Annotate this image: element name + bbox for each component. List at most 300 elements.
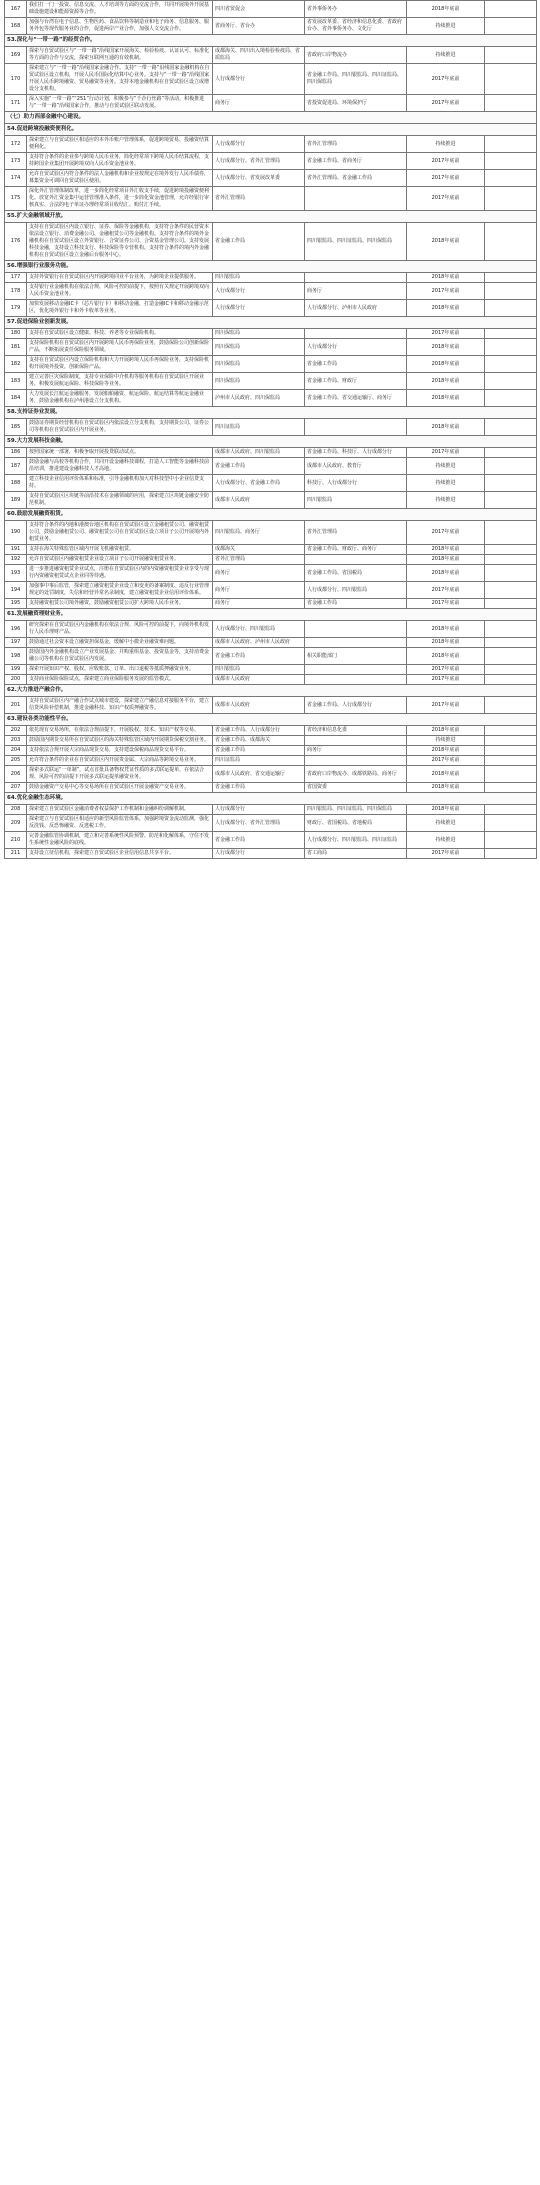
measures-table-body	[5, 1, 537, 859]
cooperating-unit-cell: 商务厅	[305, 746, 407, 756]
lead-unit-cell: 省金融工作局	[213, 783, 305, 793]
cooperating-unit-cell: 省政府口岸物流办、成都铁路局、商务厅	[305, 766, 407, 783]
lead-unit-cell: 省商务厅、省台办	[213, 18, 305, 35]
row-number-cell: 183	[5, 373, 27, 390]
row-number-cell: 189	[5, 492, 27, 509]
measure-text-cell: 支持设立征信机构，探索建立自贸试验区企业信用信息共享平台。	[27, 849, 213, 859]
measure-text-cell: 探索建立自贸试验区金融消费者权益保护工作机制和金融纠纷调解机制。	[27, 805, 213, 815]
lead-unit-cell: 省金融工作局	[213, 223, 305, 261]
measure-text-cell: 深入实施“一带一路”“251”行动计划，积极参与“千企行丝路”等活动，积极推进与“一带一路”沿线国家合作，推动与自贸试验区联动发展。	[27, 95, 213, 112]
cooperating-unit-cell	[305, 273, 407, 283]
table-row	[5, 746, 537, 756]
cooperating-unit-cell: 四川银监局、四川证监局、四川保监局	[305, 805, 407, 815]
measure-text-cell: 允许自贸试验区内融资租赁企业设立项目子公司开展融资租赁业务。	[27, 555, 213, 565]
lead-unit-cell: 成都市人民政府	[213, 492, 305, 509]
row-number-cell: 174	[5, 170, 27, 187]
row-number-cell: 169	[5, 47, 27, 64]
section-header-row	[5, 436, 537, 448]
section-title: 54.促进跨境投融资便利化。	[5, 124, 537, 136]
row-number-cell: 182	[5, 356, 27, 373]
row-number-cell: 178	[5, 283, 27, 300]
table-row	[5, 136, 537, 153]
measure-text-cell: 支持在自贸试验区设立健康、科技、养老等专业保险机构。	[27, 329, 213, 339]
row-number-cell: 202	[5, 726, 27, 736]
measure-text-cell: 大力发展长江航运金融服务，发展船舶融资、航运保险、航运结算等航运金融业务，鼓励金融机构在泸州港设立分支机构。	[27, 390, 213, 407]
table-row	[5, 356, 537, 373]
deadline-cell: 2017年底前	[407, 153, 485, 170]
deadline-cell: 2018年底前	[407, 726, 485, 736]
lead-unit-cell: 四川保监局	[213, 329, 305, 339]
remark-cell	[485, 832, 537, 849]
deadline-cell: 2018年底前	[407, 373, 485, 390]
remark-cell	[485, 815, 537, 832]
cooperating-unit-cell: 省政府口岸物流办	[305, 47, 407, 64]
lead-unit-cell: 四川保监局	[213, 339, 305, 356]
row-number-cell: 170	[5, 64, 27, 95]
remark-cell	[485, 697, 537, 714]
row-number-cell: 184	[5, 390, 27, 407]
section-header-row	[5, 685, 537, 697]
table-row	[5, 223, 537, 261]
table-row	[5, 832, 537, 849]
remark-cell	[485, 390, 537, 407]
cooperating-unit-cell: 四川银监局	[305, 492, 407, 509]
remark-cell	[485, 756, 537, 766]
table-row	[5, 599, 537, 609]
cooperating-unit-cell: 省金融工作局、人行成都分行	[305, 697, 407, 714]
row-number-cell: 173	[5, 153, 27, 170]
row-number-cell: 180	[5, 329, 27, 339]
row-number-cell: 172	[5, 136, 27, 153]
remark-cell	[485, 170, 537, 187]
measure-text-cell: 支持银行业金融机构在依法合规、风险可控的前提下，按照有关规定开展跨境双向人民币资金池业务。	[27, 283, 213, 300]
measure-text-cell: 鼓励金融与高校等机构合作，共同开设金融科技课程，打造人工智能等金融科技前沿培训，推进建设金融科技人才高地。	[27, 458, 213, 475]
section-header-row	[5, 317, 537, 329]
lead-unit-cell: 四川证监局	[213, 756, 305, 766]
cooperating-unit-cell: 人行成都分行	[305, 339, 407, 356]
row-number-cell: 201	[5, 697, 27, 714]
cooperating-unit-cell: 财政厅、省国税局、省地税局	[305, 815, 407, 832]
section-title: 62.大力推进产融合作。	[5, 685, 537, 697]
deadline-cell: 2018年底前	[407, 390, 485, 407]
deadline-cell: 2017年底前	[407, 756, 485, 766]
cooperating-unit-cell: 省金融工作局、省国税局	[305, 565, 407, 582]
cooperating-unit-cell: 省金融工作局、四川银监局、四川证监局、四川保监局	[305, 64, 407, 95]
lead-unit-cell: 成都市人民政府、四川银监局	[213, 448, 305, 458]
lead-unit-cell: 省金融工作局	[213, 832, 305, 849]
lead-unit-cell: 人行成都分行	[213, 849, 305, 859]
row-number-cell: 195	[5, 599, 27, 609]
cooperating-unit-cell: 科技厅、人行成都分行	[305, 475, 407, 492]
measure-text-cell: 加快发展移动金融IC卡（芯片银行卡）和移动金融，打造金融IC卡和移动金融示范区，优化境外银行卡和外卡收单等业务。	[27, 300, 213, 317]
remark-cell	[485, 223, 537, 261]
remark-cell	[485, 153, 537, 170]
table-row	[5, 849, 537, 859]
remark-cell	[485, 805, 537, 815]
lead-unit-cell: 省金融工作局	[213, 746, 305, 756]
deadline-cell: 2017年底前	[407, 95, 485, 112]
deadline-cell: 2018年底前	[407, 1, 485, 18]
measure-text-cell: 探索建立与自贸试验区相适应的新型风险监管体系，加强跨境资金流动监测，强化反洗钱、反恐怖融资、反逃税工作。	[27, 815, 213, 832]
measure-text-cell: 按照国家统一部署，积极争取开展投贷联动试点。	[27, 448, 213, 458]
row-number-cell: 177	[5, 273, 27, 283]
remark-cell	[485, 783, 537, 793]
table-row	[5, 419, 537, 436]
remark-cell	[485, 599, 537, 609]
cooperating-unit-cell: 人行成都分行、四川银监局	[305, 582, 407, 599]
deadline-cell: 2018年底前	[407, 555, 485, 565]
deadline-cell: 2017年底前	[407, 599, 485, 609]
row-number-cell: 208	[5, 805, 27, 815]
deadline-cell: 持续推进	[407, 492, 485, 509]
deadline-cell: 持续推进	[407, 458, 485, 475]
deadline-cell: 持续推进	[407, 47, 485, 64]
remark-cell	[485, 373, 537, 390]
remark-cell	[485, 47, 537, 64]
measure-text-cell: 允许符合条件的企业在自贸试验区内开展贵金属、大宗商品等跨境交易业务。	[27, 756, 213, 766]
row-number-cell: 175	[5, 187, 27, 211]
table-row	[5, 170, 537, 187]
section-header-row	[5, 124, 537, 136]
lead-unit-cell: 人行成都分行、省金融工作局	[213, 475, 305, 492]
deadline-cell: 2018年底前	[407, 805, 485, 815]
measure-text-cell: 深化外汇管理体制改革，进一步简化经常项目外汇收支手续，促进跨境投融资便利化。放宽外汇资金集中运营管理准入条件，进一步简化资金池管理，允许经银行审核真实、合法的电子单证办理经常项目收结汇、购付汇手续。	[27, 187, 213, 211]
row-number-cell: 196	[5, 621, 27, 638]
deadline-cell: 持续推进	[407, 18, 485, 35]
measure-text-cell: 鼓励证券期货经营机构在自贸试验区内依法设立分支机构，支持期货公司、证券公司等机构在自贸试验区内开展业务。	[27, 419, 213, 436]
row-number-cell: 205	[5, 756, 27, 766]
cooperating-unit-cell: 成都市人民政府、教育厅	[305, 458, 407, 475]
measure-text-cell: 我们打一门一投资、信息交流、人才培训等方面的交流合作，共同开展境外开展基础设施建设和能源资源等合作。	[27, 1, 213, 18]
table-row	[5, 783, 537, 793]
remark-cell	[485, 582, 537, 599]
table-row	[5, 756, 537, 766]
section-title: 63.建设各类功能性平台。	[5, 714, 537, 726]
cooperating-unit-cell: 人行成都分行、四川银监局、四川证监局	[305, 832, 407, 849]
remark-cell	[485, 849, 537, 859]
lead-unit-cell: 成都海关	[213, 545, 305, 555]
table-row	[5, 492, 537, 509]
row-number-cell: 211	[5, 849, 27, 859]
section-title: 58.支持证券业发展。	[5, 407, 537, 419]
row-number-cell: 191	[5, 545, 27, 555]
table-row	[5, 64, 537, 95]
table-row	[5, 283, 537, 300]
measure-text-cell: 依托现有交易场所，在依法合规前提下，开展股权、技术、知识产权等交易。	[27, 726, 213, 736]
remark-cell	[485, 736, 537, 746]
cooperating-unit-cell: 省外汇管理局	[305, 521, 407, 545]
deadline-cell: 持续推进	[407, 475, 485, 492]
deadline-cell: 2018年底前	[407, 545, 485, 555]
deadline-cell: 2018年底前	[407, 223, 485, 261]
remark-cell	[485, 545, 537, 555]
measure-text-cell: 支持保险机构在自贸试验区内开展跨境人民币再保险业务，鼓励保险公司创新保险产品，不断拓展责任保险服务领域。	[27, 339, 213, 356]
deadline-cell: 2018年底前	[407, 565, 485, 582]
row-number-cell: 181	[5, 339, 27, 356]
lead-unit-cell: 四川证监局	[213, 419, 305, 436]
remark-cell	[485, 64, 537, 95]
deadline-cell: 2018年底前	[407, 300, 485, 317]
measure-text-cell: 鼓励国内外金融机构设立产业发展基金、并购重组基金、投资基金等，支持消费金融公司等机构在自贸试验区内发展。	[27, 648, 213, 665]
row-number-cell: 171	[5, 95, 27, 112]
remark-cell	[485, 675, 537, 685]
remark-cell	[485, 555, 537, 565]
measure-text-cell: 加强事中事后监管，探索建立融资租赁企业设立和变更的备案制度、违反行业管理规定的处罚制度，失信和经营异常名录制度，建立融资租赁企业信用评价体系。	[27, 582, 213, 599]
measure-text-cell: 允许自贸试验区内符合条件的法人金融机构和企业按规定在境外发行人民币债券，募集资金可调回自贸试验区使用。	[27, 170, 213, 187]
cooperating-unit-cell	[305, 187, 407, 211]
measure-text-cell: 支持符合条件的内地和港澳台地区机构在自贸试验区设立金融租赁公司、融资租赁公司，鼓励金融租赁公司、融资租赁公司在自贸试验区设立项目子公司开展境内外租赁业务。	[27, 521, 213, 545]
remark-cell	[485, 300, 537, 317]
cooperating-unit-cell: 省金融工作局、省交通运输厅、商务厅	[305, 390, 407, 407]
measure-text-cell: 探索与自贸试验区与“一带一路”沿线国家开展海关、检验检疫、认证认可、标准化等方面的合作与交流，探索互联网互通的有效机制。	[27, 47, 213, 64]
measure-text-cell: 鼓励金融资产交易中心等交易场所在自贸试验区开展金融资产交易业务。	[27, 783, 213, 793]
table-row	[5, 545, 537, 555]
table-row	[5, 736, 537, 746]
deadline-cell: 2018年底前	[407, 356, 485, 373]
table-row	[5, 638, 537, 648]
lead-unit-cell: 人行成都分行、省外汇管理局	[213, 815, 305, 832]
remark-cell	[485, 95, 537, 112]
remark-cell	[485, 136, 537, 153]
row-number-cell: 179	[5, 300, 27, 317]
cooperating-unit-cell: 省金融工作局、科技厅、人行成都分行	[305, 448, 407, 458]
table-row	[5, 565, 537, 582]
row-number-cell: 198	[5, 648, 27, 665]
remark-cell	[485, 356, 537, 373]
deadline-cell: 2017年底前	[407, 329, 485, 339]
row-number-cell: 197	[5, 638, 27, 648]
measure-text-cell: 加强与台湾在电子信息、生物医药、食品饮料等制造业和电子商务、信息服务、服务外包等现代服务业的合作，促进两岸产业合作，加强人文交流合作。	[27, 18, 213, 35]
deadline-cell: 持续推进	[407, 832, 485, 849]
deadline-cell: 2017年底前	[407, 665, 485, 675]
row-number-cell: 210	[5, 832, 27, 849]
table-row	[5, 18, 537, 35]
table-row	[5, 582, 537, 599]
cooperating-unit-cell: 人行成都分行、泸州市人民政府	[305, 300, 407, 317]
lead-unit-cell: 人行成都分行	[213, 300, 305, 317]
remark-cell	[485, 565, 537, 582]
cooperating-unit-cell: 省金融工作局	[305, 599, 407, 609]
row-number-cell: 199	[5, 665, 27, 675]
measure-text-cell: 支持在自贸试验区内设立保险机构和大力开展跨境人民币再保险业务，支持保险机构开展境外投资，创新保险产品。	[27, 356, 213, 373]
table-row	[5, 1, 537, 18]
lead-unit-cell: 商务厅	[213, 599, 305, 609]
cooperating-unit-cell	[305, 736, 407, 746]
cooperating-unit-cell: 省投资促进局、环境保护厅	[305, 95, 407, 112]
deadline-cell: 2018年底前	[407, 273, 485, 283]
lead-unit-cell: 四川省贸促会	[213, 1, 305, 18]
lead-unit-cell: 四川保监局	[213, 373, 305, 390]
section-header-row	[5, 112, 537, 124]
table-row	[5, 815, 537, 832]
lead-unit-cell: 泸州市人民政府、四川保监局	[213, 390, 305, 407]
deadline-cell: 2017年底前	[407, 849, 485, 859]
remark-cell	[485, 475, 537, 492]
lead-unit-cell: 人行成都分行	[213, 805, 305, 815]
cooperating-unit-cell	[305, 555, 407, 565]
measure-text-cell: 进一步推进融资租赁企业试点，注册在自贸试验区内的内资融资租赁企业享受与现行内资融资租赁试点企业同等待遇。	[27, 565, 213, 582]
table-row	[5, 648, 537, 665]
cooperating-unit-cell: 省经济和信息化委	[305, 726, 407, 736]
remark-cell	[485, 419, 537, 436]
table-row	[5, 448, 537, 458]
measure-text-cell: 支持融资租赁公司境外融资，鼓励融资租赁公司扩大跨境人民币业务。	[27, 599, 213, 609]
cooperating-unit-cell	[305, 329, 407, 339]
measure-text-cell: 支持商业保险保险试点，探索建立商业保险服务发展的监管模式。	[27, 675, 213, 685]
remark-cell	[485, 458, 537, 475]
row-number-cell: 187	[5, 458, 27, 475]
table-row	[5, 697, 537, 714]
lead-unit-cell: 成都市人民政府、泸州市人民政府	[213, 638, 305, 648]
deadline-cell: 2018年底前	[407, 419, 485, 436]
remark-cell	[485, 187, 537, 211]
cooperating-unit-cell: 相关职能部门	[305, 648, 407, 665]
section-header-row	[5, 261, 537, 273]
lead-unit-cell: 省外汇管理局	[213, 555, 305, 565]
section-header-row	[5, 407, 537, 419]
measure-text-cell: 支持依法合规开展大宗商品现货交易，支持建设保税商品现货交易平台。	[27, 746, 213, 756]
table-row	[5, 329, 537, 339]
remark-cell	[485, 339, 537, 356]
lead-unit-cell: 人行成都分行	[213, 283, 305, 300]
deadline-cell: 2018年底前	[407, 648, 485, 665]
measure-text-cell: 鼓励通过社会资本设立融资担保基金，缓解中小微企业融资难问题。	[27, 638, 213, 648]
remark-cell	[485, 726, 537, 736]
deadline-cell: 2017年底前	[407, 582, 485, 599]
section-title: 59.大力发展科技金融。	[5, 436, 537, 448]
table-row	[5, 521, 537, 545]
deadline-cell: 2017年底前	[407, 675, 485, 685]
measure-text-cell: 探索多式联运“一单制”，试点首批具备物权凭证性质的多式联运提单，在依法合规、风险可控的前提下开展多式联运提单融资业务。	[27, 766, 213, 783]
section-title: （七）助力西部金融中心建设。	[5, 112, 537, 124]
measure-text-cell: 支持符合条件的企业参与跨境人民币业务，简化经常项下跨境人民币结算流程，支持跨国企业集团开展跨境双向人民币资金池业务。	[27, 153, 213, 170]
measure-text-cell: 支持自贸试验区内产融合作试点城市建设，探索建立产融信息对接服务平台，建立信贷风险补偿机制，推进金融科技、知识产权质押融资等。	[27, 697, 213, 714]
measure-text-cell: 支持外资银行在自贸试验区内开展跨境同业平台业务，为跨境企业提供服务。	[27, 273, 213, 283]
measure-text-cell: 支持在海关特殊监管区域内开展飞机融资租赁。	[27, 545, 213, 555]
remark-cell	[485, 746, 537, 756]
cooperating-unit-cell	[305, 675, 407, 685]
lead-unit-cell: 省金融工作局	[213, 648, 305, 665]
lead-unit-cell: 成都市人民政府	[213, 675, 305, 685]
measure-text-cell: 研究探索在自贸试验区内金融机构在依法合规、风险可控的前提下，向境外机构发行人民币理财产品。	[27, 621, 213, 638]
deadline-cell: 2018年底前	[407, 638, 485, 648]
measure-text-cell: 探索开展知识产权、股权、应收账款、订单、出口退税等抵质押融资业务。	[27, 665, 213, 675]
row-number-cell: 176	[5, 223, 27, 261]
table-row	[5, 621, 537, 638]
cooperating-unit-cell: 省外汇管理局、省金融工作局	[305, 170, 407, 187]
section-title: 61.发展融资理财业务。	[5, 609, 537, 621]
deadline-cell: 2018年底前	[407, 746, 485, 756]
table-row	[5, 95, 537, 112]
cooperating-unit-cell: 省国资委	[305, 783, 407, 793]
cooperating-unit-cell: 省金融工作局、省商务厅	[305, 153, 407, 170]
row-number-cell: 193	[5, 565, 27, 582]
deadline-cell: 2018年底前	[407, 766, 485, 783]
deadline-cell: 2018年底前	[407, 621, 485, 638]
cooperating-unit-cell: 省外事侨务办	[305, 1, 407, 18]
measure-text-cell: 建立科技企业信用评价体系和标准，引导金融机构加大对科技型中小企业信贷支持。	[27, 475, 213, 492]
measure-text-cell: 完善金融监管协调机制，建立和完善系统性风险预警、防范和化解体系，守住不发生系统性金融风险的底线。	[27, 832, 213, 849]
remark-cell	[485, 766, 537, 783]
remark-cell	[485, 665, 537, 675]
section-title: 55.扩大金融领域开放。	[5, 211, 537, 223]
deadline-cell: 持续推进	[407, 136, 485, 153]
section-header-row	[5, 35, 537, 47]
table-row	[5, 373, 537, 390]
table-row	[5, 273, 537, 283]
table-row	[5, 726, 537, 736]
row-number-cell: 207	[5, 783, 27, 793]
cooperating-unit-cell: 省外汇管理局	[305, 136, 407, 153]
remark-cell	[485, 273, 537, 283]
section-title: 53.深化与“一带一路”的经贸合作。	[5, 35, 537, 47]
deadline-cell: 持续推进	[407, 736, 485, 746]
lead-unit-cell: 商务厅	[213, 95, 305, 112]
row-number-cell: 200	[5, 675, 27, 685]
row-number-cell: 194	[5, 582, 27, 599]
lead-unit-cell: 四川保监局	[213, 356, 305, 373]
row-number-cell: 186	[5, 448, 27, 458]
measure-text-cell: 支持自贸试验区区块链等前沿技术在金融领域的应用，探索建立区块链金融安全防范机制。	[27, 492, 213, 509]
deadline-cell: 2018年底前	[407, 339, 485, 356]
table-row	[5, 555, 537, 565]
cooperating-unit-cell: 省发展改革委、省经济和信息化委、省政府台办、省外事侨务办、文化厅	[305, 18, 407, 35]
cooperating-unit-cell	[305, 419, 407, 436]
row-number-cell: 206	[5, 766, 27, 783]
lead-unit-cell: 商务厅	[213, 582, 305, 599]
remark-cell	[485, 329, 537, 339]
deadline-cell: 2017年底前	[407, 283, 485, 300]
lead-unit-cell: 省外汇管理局	[213, 187, 305, 211]
lead-unit-cell: 人行成都分行、省外汇管理局	[213, 153, 305, 170]
table-row	[5, 805, 537, 815]
section-title: 60.鼓励发展融资租赁。	[5, 509, 537, 521]
remark-cell	[485, 638, 537, 648]
cooperating-unit-cell	[305, 665, 407, 675]
deadline-cell: 2017年底前	[407, 448, 485, 458]
lead-unit-cell: 人行成都分行	[213, 136, 305, 153]
remark-cell	[485, 18, 537, 35]
deadline-cell: 持续推进	[407, 815, 485, 832]
section-header-row	[5, 609, 537, 621]
table-row	[5, 300, 537, 317]
section-title: 64.优化金融生态环境。	[5, 793, 537, 805]
lead-unit-cell: 省金融工作局、人行成都分行	[213, 726, 305, 736]
remark-cell	[485, 521, 537, 545]
section-title: 57.促进保险业创新发展。	[5, 317, 537, 329]
deadline-cell: 2017年底前	[407, 697, 485, 714]
measure-text-cell: 建立完善巨灾保险制度，支持专业保险中介机构等服务机构在自贸试验区开展业务，积极发展航运保险、科技保险等业务。	[27, 373, 213, 390]
table-row	[5, 47, 537, 64]
cooperating-unit-cell: 四川银监局、四川证监局、四川保监局	[305, 223, 407, 261]
cooperating-unit-cell	[305, 621, 407, 638]
cooperating-unit-cell	[305, 638, 407, 648]
cooperating-unit-cell	[305, 756, 407, 766]
table-row	[5, 675, 537, 685]
table-row	[5, 475, 537, 492]
cooperating-unit-cell: 省金融工作局、财政厅、商务厅	[305, 545, 407, 555]
deadline-cell: 2017年底前	[407, 521, 485, 545]
measure-text-cell: 鼓励国内期货交易所在自贸试验区的海关特殊监管区域内开展期货保税交割业务。	[27, 736, 213, 746]
row-number-cell: 209	[5, 815, 27, 832]
section-header-row	[5, 714, 537, 726]
table-row	[5, 458, 537, 475]
lead-unit-cell: 成都市人民政府、省交通运输厅	[213, 766, 305, 783]
lead-unit-cell: 人行成都分行	[213, 64, 305, 95]
row-number-cell: 204	[5, 746, 27, 756]
row-number-cell: 190	[5, 521, 27, 545]
cooperating-unit-cell: 省金融工作局、财政厅	[305, 373, 407, 390]
